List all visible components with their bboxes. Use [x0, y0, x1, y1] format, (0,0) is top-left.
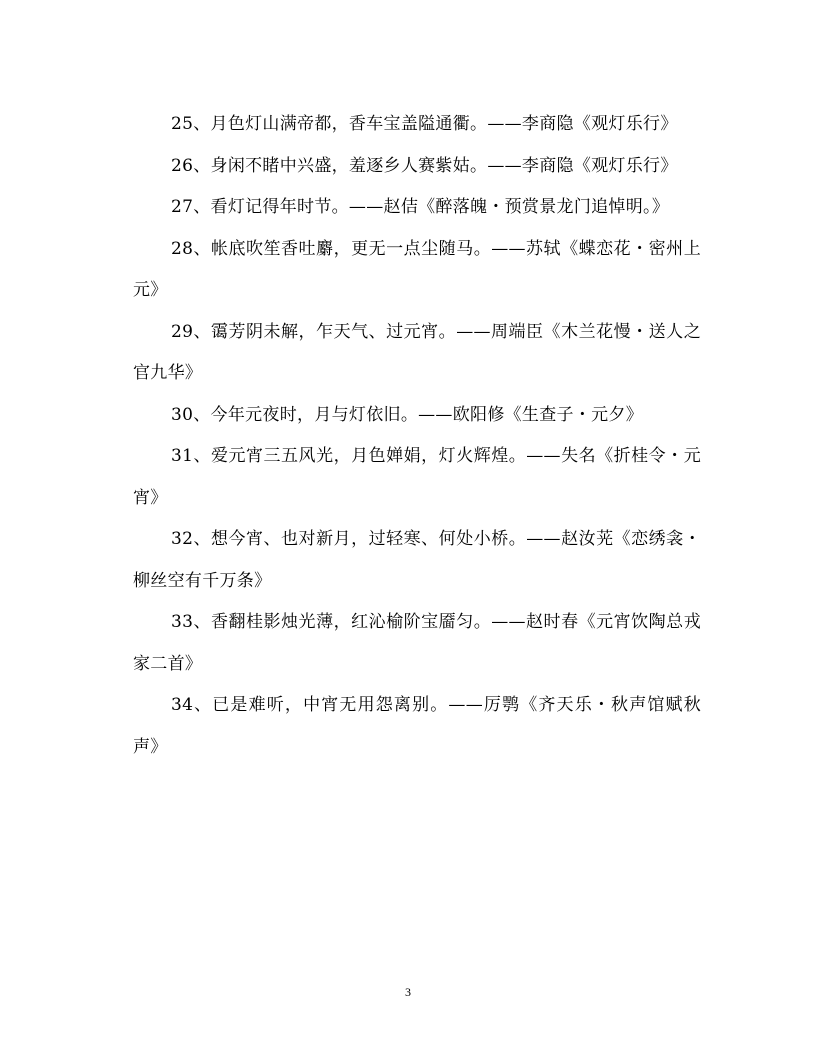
poem-line-31: 31、爱元宵三五风光，月色婵娟，灯火辉煌。——失名《折桂令・元宵》 [133, 446, 701, 508]
poem-line-26: 26、身闲不睹中兴盛，羞逐乡人赛紫姑。——李商隐《观灯乐行》 [171, 155, 678, 176]
poem-line-29: 29、霭芳阴未解，乍天气、过元宵。——周端臣《木兰花慢・送人之官九华》 [133, 321, 701, 383]
poem-line-27: 27、看灯记得年时节。——赵佶《醉落魄・预赏景龙门追悼明。》 [171, 197, 670, 217]
poem-line-25: 25、月色灯山满帝都，香车宝盖隘通衢。——李商隐《观灯乐行》 [171, 114, 678, 134]
poem-line-30: 30、今年元夜时，月与灯依旧。——欧阳修《生查子・元夕》 [171, 404, 644, 425]
poem-line-34: 34、已是难听，中宵无用怨离别。——厉鹗《齐天乐・秋声馆赋秋声》 [133, 695, 701, 757]
poem-line-28: 28、帐底吹笙香吐麝，更无一点尘随马。——苏轼《蝶恋花・密州上元》 [133, 238, 701, 300]
document-body [133, 104, 701, 768]
page-number: 3 [405, 985, 411, 999]
poem-line-33: 33、香翻桂影烛光薄，红沁榆阶宝靥匀。——赵时春《元宵饮陶总戎家二首》 [133, 612, 701, 674]
poem-line-32: 32、想今宵、也对新月，过轻寒、何处小桥。——赵汝茪《恋绣衾・柳丝空有千万条》 [133, 529, 701, 591]
